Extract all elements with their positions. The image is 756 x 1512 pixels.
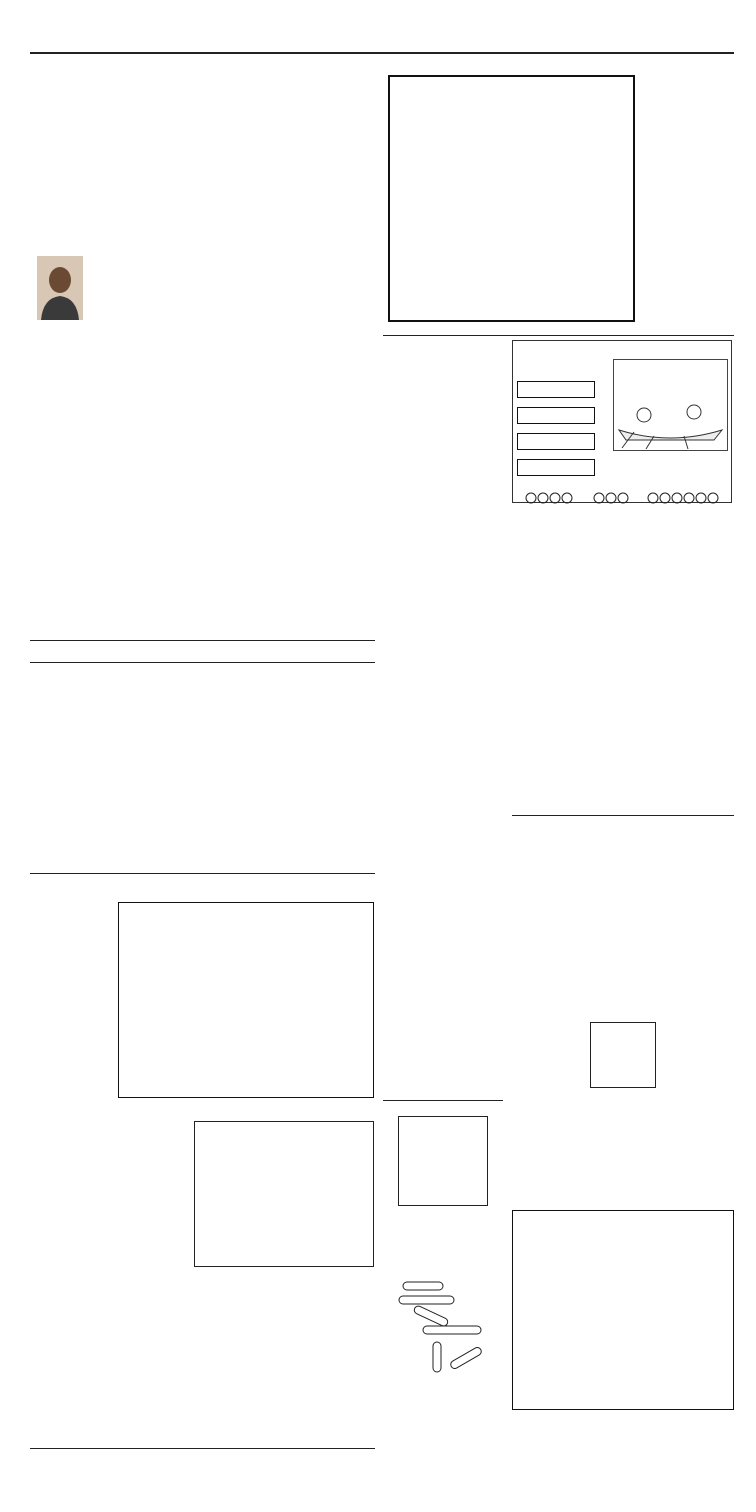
rule [30,662,375,663]
commuter-clues-col2 [118,1112,190,1440]
rule [512,815,734,816]
header-rule [30,52,734,54]
sheffer-solution-grid [590,1022,656,1088]
sleuth-solution-graphic [393,1276,493,1376]
commuter-clues-col1 [37,902,114,1440]
sudoku-grid [388,75,635,322]
commuter-grid [118,902,374,1098]
jumble-cartoon [613,359,728,451]
rule [30,640,375,641]
rule [383,335,734,336]
sheffer-clues-col2 [586,836,658,1008]
jumble-puzzle [512,340,732,503]
rule [30,873,375,874]
sudoku-info [646,78,734,80]
author-photo [37,256,83,320]
jumble-word-3 [517,433,595,450]
jumble-word-1 [517,381,595,398]
sheffer-clues-col1 [513,836,585,1008]
rule [30,1448,375,1449]
horoscope-body [383,357,503,1097]
commuter-solution-grid [194,1121,374,1267]
sheffer-clues-col3 [659,836,731,1008]
jumble-answer-circles [517,491,727,509]
byline [37,206,85,218]
column-text-col2 [206,132,369,633]
column-text-col1-wrap [88,196,200,329]
sheffer-clues-col5 [659,1009,731,1205]
column-text-col1 [37,329,200,633]
sheffer-clues-col4 [513,1009,585,1205]
commuter-clues-col3 [194,1278,374,1406]
sheffer-grid [512,1210,734,1410]
column-text-col1-top [37,132,200,198]
sudoku-solution-grid [398,1116,488,1206]
jumble-word-4 [517,459,595,476]
jumble-word-2 [517,407,595,424]
rule [383,1100,503,1101]
